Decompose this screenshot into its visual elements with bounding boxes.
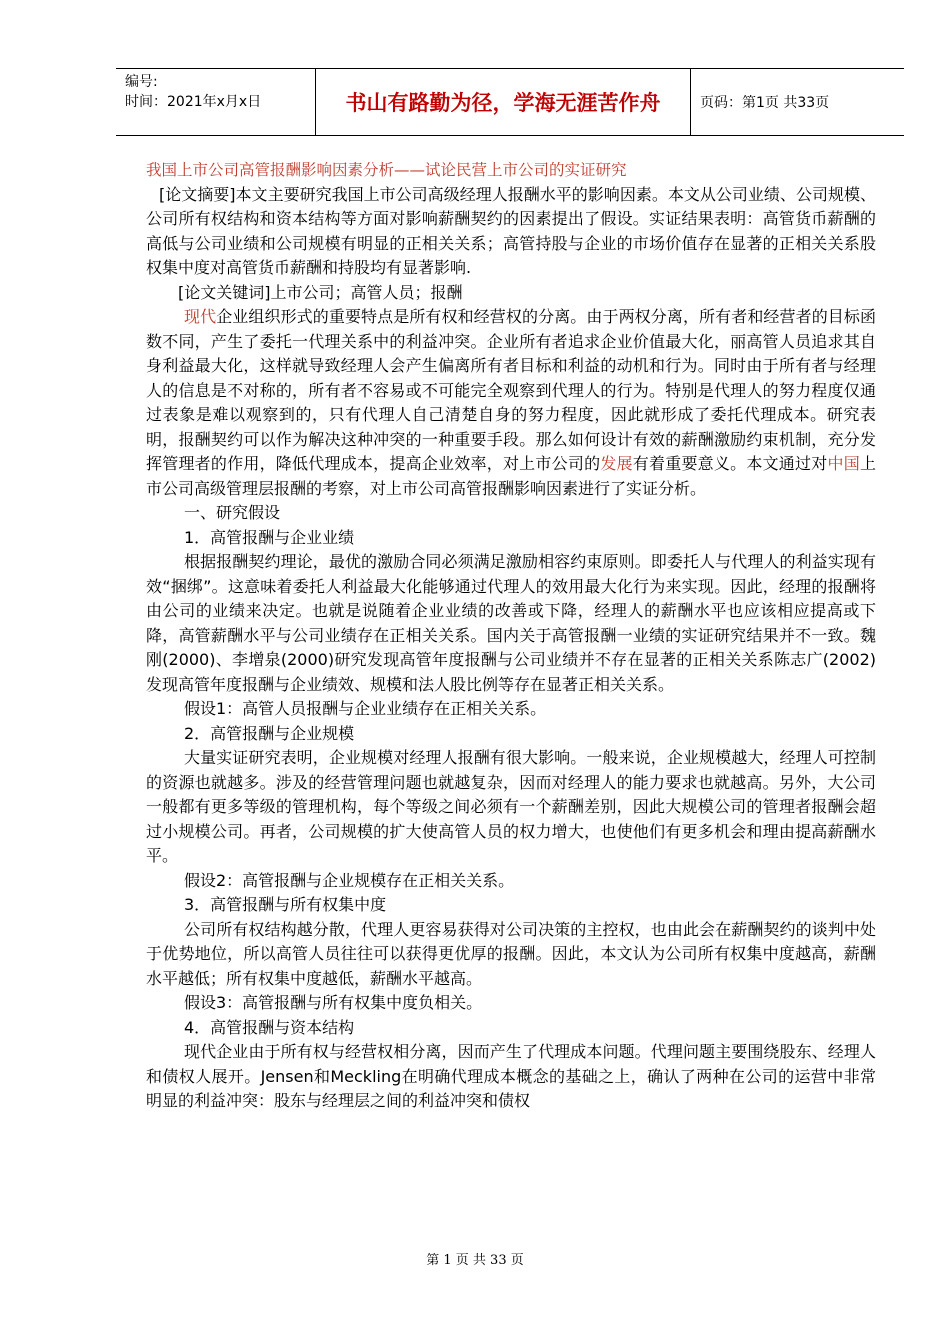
section-heading: 一、研究假设 <box>184 503 281 522</box>
article-title: 我国上市公司高管报酬影响因素分析——试论民营上市公司的实证研究 <box>146 161 627 179</box>
intro-start: 现代 <box>184 307 217 326</box>
paragraph-3: 公司所有权结构越分散，代理人更容易获得对公司决策的主控权，也由此会在薪酬契约的谈判中处于优势地位，所以高管人员往往可以获得更优厚的报酬。因此，本文认为公司所有权集中度越高，薪酬水平越低；所有权集中度越低，薪酬水平越高。 <box>146 919 876 988</box>
intro-china: 中国 <box>827 454 860 473</box>
subheading-4: 4．高管报酬与资本结构 <box>184 1017 355 1037</box>
paragraph-4: 现代企业由于所有权与经营权相分离，因而产生了代理成本问题。代理问题主要围绕股东、经理人和债权人展开。Jensen和Meckling在明确代理成本概念的基础之上，确认了两种在公司的运营中非常明显的利益冲突：股东与经理层之间的利益冲突和债权 <box>146 1042 876 1110</box>
hypothesis-1: 假设1：高管人员报酬与企业业绩存在正相关关系。 <box>184 699 547 718</box>
intro-link[interactable]: 发展 <box>600 454 633 473</box>
subheading-2: 2．高管报酬与企业规模 <box>184 723 355 743</box>
hypothesis-2: 假设2：高管报酬与企业规模存在正相关关系。 <box>184 870 515 890</box>
document-body <box>146 158 876 1114</box>
paragraph-1: 根据报酬契约理论，最优的激励合同必须满足激励相容约束原则。即委托人与代理人的利益实现有效“捆绑”。这意味着委托人利益最大化能够通过代理人的效用最大化行为来实现。因此，经理的报酬将由公司的业绩来决定。也就是说随着企业业绩的改善或下降，经理人的薪酬水平也应该相应提高或下降，高管薪酬水平与公司业绩存在正相关关系。国内关于高管报酬一业绩的实证研究结果并不一致。魏刚(2000)、李增泉(2000)研究发现高管年度报酬与公司业绩并不存在显著的正相关关系陈志广(2002)发现高管年度报酬与企业绩效、规模和法人股比例等存在显著正相关关系。 <box>146 552 876 694</box>
header-motto: 书山有路勤为径，学海无涯苦作舟 <box>316 69 691 135</box>
intro-text-b: 有着重要意义。本文通过对 <box>632 454 828 473</box>
intro-paragraph <box>146 305 876 501</box>
time-label: 时间：2021年x月x日 <box>125 94 262 110</box>
paragraph-2: 大量实证研究表明，企业规模对经理人报酬有很大影响。一般来说，企业规模越大，经理人可控制的资源也就越多。涉及的经营管理问题也就越复杂，因而对经理人的能力要求也就越高。另外，大公司一般都有更多等级的管理机构，每个等级之间必须有一个薪酬差别，因此大规模公司的管理者报酬会超过小规模公司。再者，公司规模的扩大使高管人员的权力增大，也使他们有更多机会和理由提高薪酬水平。 <box>146 748 876 865</box>
intro-text-a: 企业组织形式的重要特点是所有权和经营权的分离。由于两权分离，所有者和经营者的目标函数不同，产生了委托一代理关系中的利益冲突。企业所有者追求企业价值最大化，丽高管人员追求其自身利益最大化，这样就导致经理人会产生偏离所有者目标和利益的动机和行为。同时由于所有者与经理人的信息是不对称的，所有者不容易或不可能完全观察到代理人的行为。特别是代理人的努力程度仅通过表象是难以观察到的，只有代理人自己清楚自身的努力程度，因此就形成了委托代理成本。研究表明，报酬契约可以作为解决这种冲突的一种重要手段。那么如何设计有效的薪酬激励约束机制，充分发挥管理者的作用，降低代理成本，提高企业效率，对上市公司的 <box>146 307 876 473</box>
header-page-info: 页码：第1页 共33页 <box>700 95 830 111</box>
header-meta <box>116 69 316 135</box>
abstract: [论文摘要]本文主要研究我国上市公司高级经理人报酬水平的影响因素。本文从公司业绩、公司规模、公司所有权结构和资本结构等方面对影响薪酬契约的因素提出了假设。实证结果表明：高管货币薪酬的高低与公司业绩和公司规模有明显的正相关关系；高管持股与企业的市场价值存在显著的正相关关系股权集中度对高管货币薪酬和持股均有显著影响. <box>146 184 876 277</box>
subheading-3: 3．高管报酬与所有权集中度 <box>184 895 387 914</box>
keywords: [论文关键词]上市公司；高管人员；报酬 <box>178 282 463 302</box>
page-footer: 第 1 页 共 33 页 <box>426 1253 524 1268</box>
number-label: 编号: <box>125 74 158 90</box>
intro-text-c: 上市公司高级管理层报酬的考察，对上市公司高管报酬影响因素进行了实证分析。 <box>146 454 876 498</box>
page-header <box>116 68 904 136</box>
hypothesis-3: 假设3：高管报酬与所有权集中度负相关。 <box>184 993 483 1012</box>
subheading-1: 1．高管报酬与企业业绩 <box>184 527 355 547</box>
